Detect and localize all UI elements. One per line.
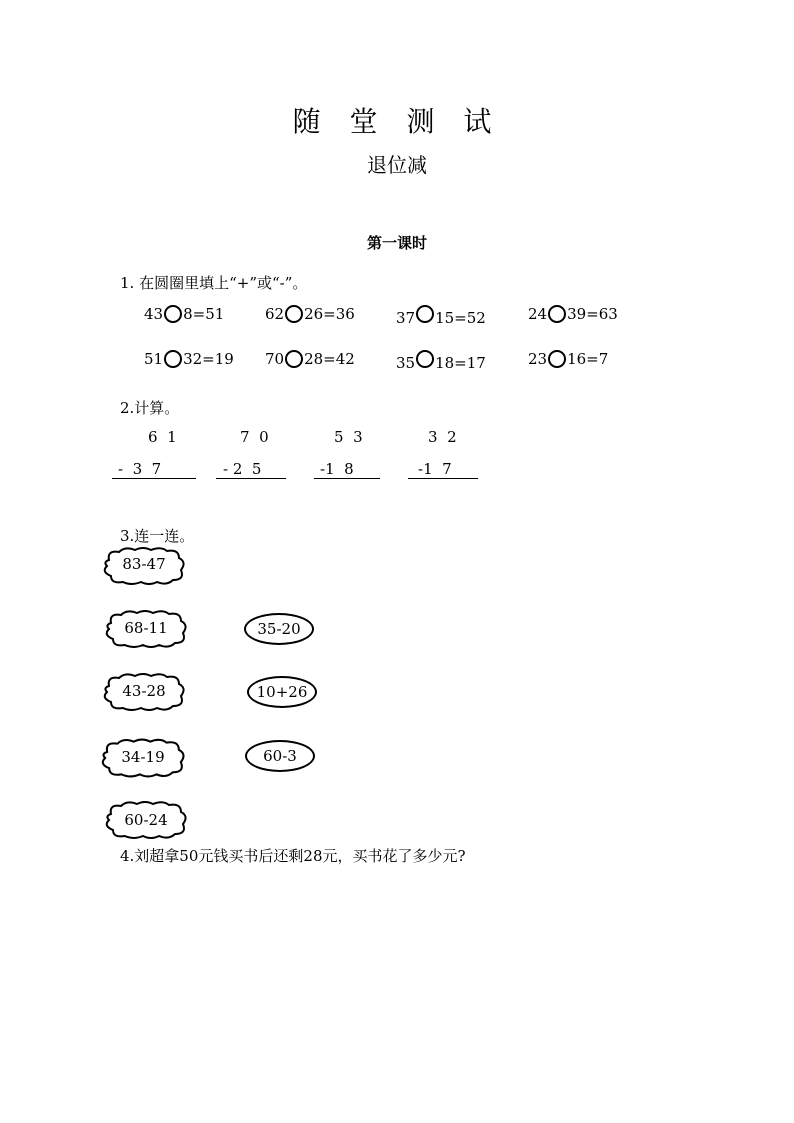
subtrahend: - 2 5 xyxy=(223,460,262,478)
answer-line xyxy=(314,478,380,479)
answer-line xyxy=(112,478,196,479)
answer-circle[interactable] xyxy=(548,350,566,368)
cloud-expression[interactable]: 68-11 xyxy=(103,609,189,649)
cloud-expression[interactable]: 34-19 xyxy=(99,737,187,779)
cloud-expression[interactable]: 43-28 xyxy=(101,672,187,712)
q1-equation: 23 16=7 xyxy=(528,350,609,368)
question-1-prompt: 1. 在圆圈里填上“+”或“-”。 xyxy=(120,274,308,292)
question-3-prompt: 3.连一连。 xyxy=(120,527,195,545)
answer-circle[interactable] xyxy=(164,350,182,368)
q1-equation: 62 26=36 xyxy=(265,305,355,323)
question-4-prompt: 4.刘超拿50元钱买书后还剩28元，买书花了多少元? xyxy=(120,847,466,865)
subtrahend: -1 8 xyxy=(320,460,354,478)
answer-circle[interactable] xyxy=(285,350,303,368)
q1-equation: 51 32=19 xyxy=(144,350,234,368)
q1-equation: 37 15=52 xyxy=(396,305,486,327)
minuend: 5 3 xyxy=(334,428,363,446)
q1-equation: 35 18=17 xyxy=(396,350,486,372)
q1-equation: 24 39=63 xyxy=(528,305,618,323)
answer-circle[interactable] xyxy=(285,305,303,323)
answer-circle[interactable] xyxy=(548,305,566,323)
answer-circle[interactable] xyxy=(416,350,434,368)
cloud-expression[interactable]: 60-24 xyxy=(103,800,189,840)
minuend: 7 0 xyxy=(240,428,269,446)
answer-line xyxy=(216,478,286,479)
subtrahend: -1 7 xyxy=(418,460,452,478)
q1-equation: 70 28=42 xyxy=(265,350,355,368)
lesson-label: 第一课时 xyxy=(366,234,427,252)
answer-circle[interactable] xyxy=(164,305,182,323)
answer-circle[interactable] xyxy=(416,305,434,323)
subtrahend: - 3 7 xyxy=(118,460,162,478)
page-title: 随 堂 测 试 xyxy=(292,105,502,138)
q1-equation: 43 8=51 xyxy=(144,305,225,323)
minuend: 6 1 xyxy=(148,428,177,446)
question-2-prompt: 2.计算。 xyxy=(120,399,180,417)
cloud-expression[interactable]: 83-47 xyxy=(101,546,187,586)
oval-expression[interactable]: 60-3 xyxy=(245,740,315,772)
page-subtitle: 退位减 xyxy=(367,153,427,177)
answer-line xyxy=(408,478,478,479)
minuend: 3 2 xyxy=(428,428,457,446)
oval-expression[interactable]: 35-20 xyxy=(244,613,314,645)
oval-expression[interactable]: 10+26 xyxy=(247,676,317,708)
